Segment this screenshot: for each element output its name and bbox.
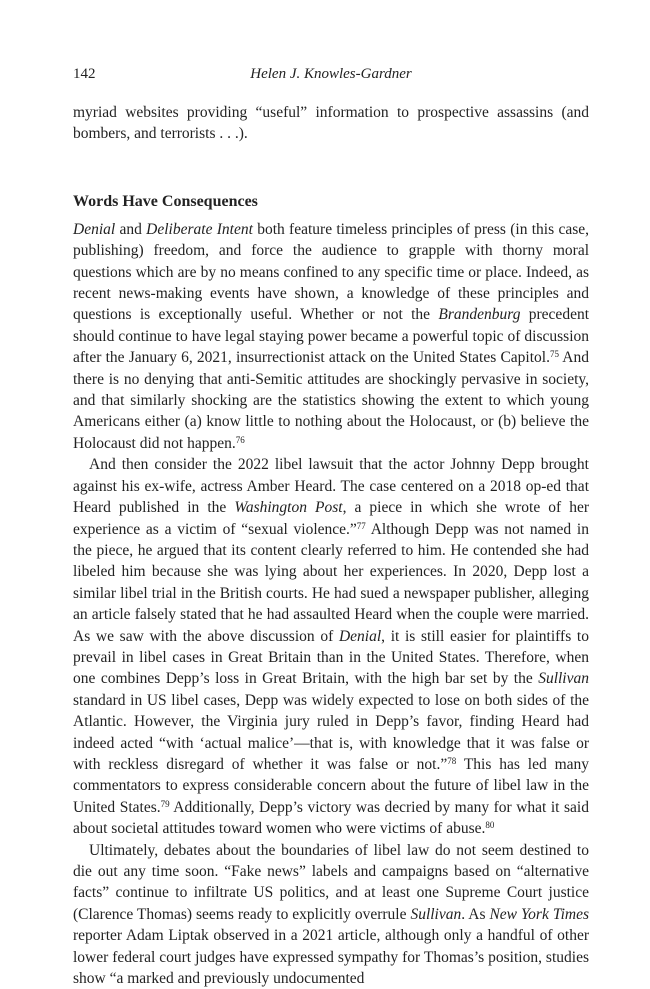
text-run: Additionally, Depp’s victory was decried by many for what it said about societal attitudes toward women who were victims of abuse.	[73, 798, 589, 838]
footnote-ref-78[interactable]: 78	[447, 755, 457, 766]
footnote-ref-77[interactable]: 77	[356, 520, 366, 531]
footnote-ref-80[interactable]: 80	[485, 820, 495, 831]
paragraph-1	[73, 219, 589, 454]
paragraph-3	[73, 840, 589, 989]
footnote-ref-75[interactable]: 75	[549, 349, 559, 360]
continued-paragraph	[73, 102, 589, 145]
footnote-ref-79[interactable]: 79	[160, 798, 170, 809]
publication-washington-post: Washington Post	[234, 499, 343, 517]
text-run: And there is no denying that anti-Semitic attitudes are shockingly pervasive in society, and that similarly shocking are the statistics showing the extent to which young Americans either (a) know little to nothing about the Holocaust, or (b) believe the Holocaust did not happen.	[73, 349, 589, 452]
section-heading: Words Have Consequences	[73, 192, 258, 210]
case-name-sullivan: Sullivan	[538, 670, 589, 688]
case-name-brandenburg: Brandenburg	[438, 306, 521, 324]
book-title-denial: Denial	[338, 627, 382, 645]
text-run: , a piece in which she wrote of her experience as a victim of “sexual violence.”	[73, 499, 589, 538]
running-head: Helen J. Knowles-Gardner	[250, 66, 412, 82]
text-run: precedent should continue to have legal staying power became a powerful topic of discussion after the January 6, 2021, insurrectionist attack on the United States Capitol.	[73, 306, 589, 367]
page-header	[73, 66, 589, 88]
paragraph-text: myriad websites providing “useful” information to prospective assassins (and bombers, and terrorists . . .).	[73, 104, 589, 143]
text-run: reporter Adam Liptak observed in a 2021 article, although only a handful of other lower federal court judges have expressed sympathy for Thomas’s position, studies show “a marked and previously undocumented	[73, 927, 589, 988]
text-run: standard in US libel cases, Depp was widely expected to lose on both sides of the Atlantic. However, the Virginia jury ruled in Depp’s favor, finding Heard had indeed acted “with ‘actual malice’—that is, with knowledge that it was false or with reckless disregard of whether it was false or not.”	[73, 691, 589, 773]
text-run: and	[115, 220, 147, 238]
body-text	[73, 102, 589, 989]
publication-new-york-times: New York Times	[489, 905, 590, 923]
case-name-sullivan: Sullivan	[410, 905, 462, 923]
paragraph-2	[73, 454, 589, 839]
text-run: And then consider the 2022 libel lawsuit that the actor Johnny Depp brought against his ex-wife, actress Amber Heard. The case centered on a 2018 op-ed that Heard published in the	[73, 456, 589, 517]
text-run: both feature timeless principles of press (in this case, publishing) freedom, and force the audience to grapple with thorny moral questions which are by no means confined to any specific time or place. Indeed, as recent news-making events have shown, a knowledge of these principles and questions is exceptionally useful. Whether or not the	[73, 220, 589, 324]
text-run: Ultimately, debates about the boundaries of libel law do not seem destined to die out any time soon. “Fake news” labels and campaigns based on “alternative facts” continue to infiltrate US politics, and at least one Supreme Court justice (Clarence Thomas) seems ready to explicitly overrule	[73, 841, 589, 923]
footnote-ref-76[interactable]: 76	[235, 434, 245, 445]
text-run: , it is still easier for plaintiffs to prevail in libel cases in Great Britain than in the United States. Therefore, when one combines Depp’s loss in Great Britain, with the high bar set by the	[73, 627, 589, 688]
page-number: 142	[73, 66, 96, 82]
text-run: . As	[461, 905, 490, 923]
text-run: This has led many commentators to express considerable concern about the future of libel law in the United States.	[73, 755, 590, 816]
book-title-denial: Denial	[73, 220, 116, 238]
text-run: Although Depp was not named in the piece, he argued that its content clearly referred to him. He contended she had libeled him because she was lying about her experiences. In 2020, Depp lost a similar libel trial in the British courts. He had sued a newspaper publisher, alleging an article falsely stated that he had assaulted Heard when the couple were married. As we saw with the above discussion of	[73, 520, 589, 645]
book-title-deliberate-intent: Deliberate Intent	[146, 220, 253, 238]
